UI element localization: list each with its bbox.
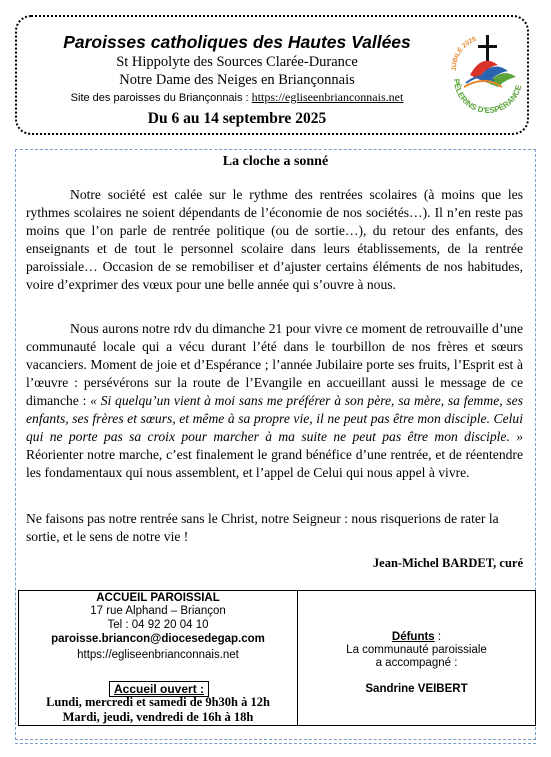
defunts-heading bbox=[298, 631, 535, 643]
svg-text:JUBILÉ 2025 bbox=[451, 36, 478, 71]
accueil-phone: Tel : 04 92 20 04 10 bbox=[107, 619, 209, 631]
defunts-title-colon: : bbox=[434, 631, 442, 643]
defunts-line-2: a accompagné : bbox=[375, 657, 458, 669]
editorial-paragraph-3: Ne faisons pas notre rentrée sans le Christ, notre Seigneur : nous risquerions de rater la sortie, et le sens de notre vie ! bbox=[26, 511, 499, 544]
signature: Jean-Michel BARDET, curé bbox=[372, 556, 523, 570]
header-site bbox=[17, 90, 457, 105]
header-title: Paroisses catholiques des Hautes Vallées bbox=[63, 32, 411, 52]
logo-top-text: JUBILÉ 2025 bbox=[450, 35, 478, 72]
jubilee-cross-logo-icon bbox=[442, 25, 532, 125]
accueil-website[interactable]: https://egliseenbrianconnais.net bbox=[77, 649, 239, 661]
defunts-title: Défunts bbox=[391, 631, 435, 643]
accueil-title: ACCUEIL PAROISSIAL bbox=[96, 592, 220, 604]
defunt-name: Sandrine VEIBERT bbox=[365, 683, 468, 695]
paragraph-2-start: Nous aurons notre rdv du dimanche 21 pour vivre ce moment de retrouvaille d’une communauté locale qui a vécu durant l’été dans le tourbillon de nos frères et sœurs vacanciers. Moment de joie et d’Espérance ; l’année Jubilaire porte ses fruits, l’Esprit est à l’œuvre : persévérons sur la route de l’Evangile en accueillant aussi le message de ce dimanche : bbox=[26, 321, 523, 408]
header-site-label: Site des paroisses du Briançonnais : bbox=[70, 92, 249, 104]
header-dates: Du 6 au 14 septembre 2025 bbox=[147, 110, 327, 127]
gospel-quote: « Si quelqu’un vient à moi sans me préférer à son père, sa mère, sa femme, ses enfants, ses frères et sœurs, et même à sa propre vie, il ne peut pas être mon disciple. Celui qui ne porte pas sa croix pour marcher à ma suite ne peut pas être mon disciple. » bbox=[26, 393, 523, 444]
svg-text:PÈLERINS D'ESPÉRANCE bbox=[452, 78, 524, 115]
accueil-email[interactable]: paroisse.briancon@diocesedegap.com bbox=[51, 633, 265, 645]
header-box bbox=[15, 15, 529, 135]
accueil-open-label: Accueil ouvert : bbox=[109, 681, 209, 697]
defunts-line-1: La communauté paroissiale bbox=[346, 644, 487, 656]
bottom-divider bbox=[15, 743, 536, 744]
editorial-paragraph-1: Notre société est calée sur le rythme des rentrées scolaires (à moins que les rythmes scolaires ne soient dépendants de l’économie de nos sociétés…). Il n’en reste pas moins que l’on parle de rentrée politique (ou de sortie…), du retour des enfants, des enseignants et de tout le personnel scolaire dans leurs établissements, de la rentrée paroissiale… Occasion de se remobiliser et d’ajuster certains éléments de nos habitudes, voire d’exprimer des vœux pour une belle année qui s’ouvre à nous. bbox=[26, 187, 523, 292]
accueil-address: 17 rue Alphand – Briançon bbox=[90, 605, 226, 617]
accueil-hours-1: Lundi, mercredi et samedi de 9h30h à 12h bbox=[46, 695, 270, 709]
logo-bottom-text: PÈLERINS D'ESPÉRANCE bbox=[451, 78, 524, 116]
header-parish-2: Notre Dame des Neiges en Briançonnais bbox=[119, 72, 355, 88]
editorial-paragraph-2 bbox=[26, 320, 523, 482]
accueil-box bbox=[18, 590, 298, 726]
paragraph-2-end: Réorienter notre marche, c’est finalement le grand bénéfice d’une rentrée, et de réentendre les fondamentaux qui nous assemblent, et l’appel de Celui qui nous appel à vivre. bbox=[26, 447, 523, 480]
defunts-box bbox=[297, 590, 536, 726]
header-site-link[interactable]: https://egliseenbrianconnais.net bbox=[251, 90, 404, 104]
header-parish-1: St Hippolyte des Sources Clarée-Durance bbox=[116, 54, 358, 70]
accueil-hours-2: Mardi, jeudi, vendredi de 16h à 18h bbox=[62, 710, 254, 724]
editorial-title: La cloche a sonné bbox=[222, 154, 329, 169]
